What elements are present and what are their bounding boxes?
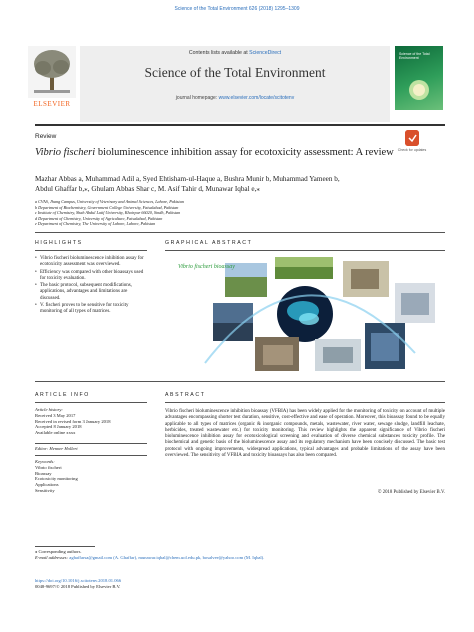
graphical-abstract-heading: GRAPHICAL ABSTRACT <box>165 240 253 246</box>
author-line: Mazhar Abbas a, Muhammad Adil a, Syed Ehtisham-ul-Haque a, Bushra Munir b, Muhammad Yameen b, <box>35 175 340 183</box>
editor-rule <box>35 443 147 444</box>
graphical-abstract-label: Vibrio fischeri bioassay <box>178 264 235 270</box>
journal-reference[interactable]: Science of the Total Environment 626 (2018) 1295–1309 <box>174 6 300 12</box>
cover-title: Science of the Total Environment <box>399 52 430 60</box>
affiliation: b Department of Biochemistry, Government College University, Faisalabad, Pakistan <box>35 204 179 210</box>
email-line <box>35 555 445 561</box>
author-list <box>35 174 445 194</box>
abstract-rule <box>165 402 445 403</box>
abstract-heading: ABSTRACT <box>165 392 206 398</box>
sciencedirect-link[interactable]: ScienceDirect <box>249 50 282 56</box>
contents-prefix: Contents lists available at <box>188 50 248 56</box>
highlights-list <box>35 256 147 317</box>
affiliation-divider <box>35 232 445 233</box>
elsevier-tree-logo <box>28 46 76 108</box>
highlight-item: • V. fischeri proves to be sensitive for toxicity monitoring of all types of matrices. <box>35 303 147 316</box>
copyright: © 2018 Published by Elsevier B.V. <box>377 490 445 495</box>
history-line: Received in revised form 3 January 2018 <box>35 418 111 424</box>
graphical-abstract-rule <box>165 250 445 251</box>
doi-link[interactable]: https://doi.org/10.1016/j.scitotenv.2018.01.066 <box>35 578 122 583</box>
issn-line: 0048-9697/© 2018 Published by Elsevier B.V. <box>35 583 121 589</box>
keywords-rule <box>35 455 147 456</box>
footnotes <box>35 549 445 561</box>
email-addresses[interactable]: aghaffarsa@gmail.com (A. Ghaffar), munawar.iqbal@chem.uol.edu.pk, bosalvee@yahoo.com (M. Iqbal). <box>69 554 265 560</box>
article-info-rule <box>35 402 147 403</box>
highlight-item: • Vibrio fischeri bioluminescence inhibition assay for ecotoxicity assessment was overviewed. <box>35 256 147 269</box>
keyword: Sensitivity <box>35 487 55 493</box>
highlight-item: • Efficiency was compared with other bioassays used for toxicity evaluation. <box>35 270 147 283</box>
homepage-prefix: journal homepage: <box>175 95 218 101</box>
affiliation: d Department of Chemistry, University of Agriculture, Faisalabad, Pakistan <box>35 215 163 221</box>
check-for-updates-label[interactable]: Check for updates <box>397 148 427 152</box>
cover-globe-image <box>405 78 433 102</box>
editor: Editor: Henner Hollert <box>35 446 78 451</box>
keyword: Vibrio fischeri <box>35 464 62 470</box>
keyword: Bioassay <box>35 470 52 476</box>
affiliation: e Department of Chemistry, The University of Lahore, Lahore, Pakistan <box>35 221 156 227</box>
journal-title: Science of the Total Environment <box>144 65 326 80</box>
title-species: Vibrio fischeri <box>35 147 96 158</box>
homepage-link[interactable]: www.elsevier.com/locate/scitotenv <box>218 95 295 101</box>
author-line: Abdul Ghaffar b,⁎, Ghulam Abbas Shar c, M. Asif Tahir d, Munawar Iqbal e,⁎ <box>35 185 260 193</box>
highlights-heading: HIGHLIGHTS <box>35 240 83 246</box>
affiliation: c Institute of Chemistry, Shah Abdul Latif University, Khairpur 66020, Sindh, Pakistan <box>35 210 181 216</box>
doi-block <box>35 578 445 590</box>
journal-homepage <box>80 95 390 101</box>
article-type: Review <box>35 133 57 140</box>
abstract-text: Vibrio fischeri bioluminescence inhibition bioassay (VFBIA) has been widely applied for the monitoring of toxicity on account of multiple advantages encompassing shorter test duration, sensitive, cost-effective and ease of operation. Moreover, this bioassay found to be equally applicable to all types of matrices (organic & inorganic compounds, metals, wastewater, river water, sewage sludge, landfill leachate, herbicides, treated wastewater etc.) for toxicity monitoring. This review highlights the apparent significance of Vibrio fischeri bioluminescence inhibition assay for ecotoxicological screening and evaluation of diverse chemical substances toxicity profile. The biochemical and genetic basis of the bioluminescence assay and its regulatory mechanism have been concisely discussed. The basic test protocol with ongoing improvements, widespread applications, typical advantages and probable limitations of the assay have been overviewed. The sensitivity of VFBIA and toxicity bioassays has also been compared. <box>165 409 445 459</box>
footnote-rule <box>35 546 95 547</box>
history-line: Received 3 May 2017 <box>35 412 76 418</box>
email-prefix: E-mail addresses: <box>35 554 69 560</box>
contents-line <box>80 50 390 56</box>
keywords-heading: Keywords: <box>35 459 55 464</box>
highlights-rule <box>35 250 147 251</box>
corresponding-note: ⁎ Corresponding authors. <box>35 549 82 554</box>
masthead-banner <box>80 46 390 122</box>
affiliation: a CVAS, Jhang Campus, University of Veterinary and Animal Sciences, Lahore, Pakistan <box>35 199 184 204</box>
affiliations <box>35 199 445 227</box>
keyword: Ecotoxicity monitoring <box>35 476 78 482</box>
keyword: Applications <box>35 482 59 488</box>
article-info-heading: ARTICLE INFO <box>35 392 90 398</box>
history-line: Accepted 8 January 2018 <box>35 424 82 430</box>
section-divider <box>35 381 445 382</box>
article-title <box>35 146 395 159</box>
highlight-item: • The basic protocol, subsequent modifications, applications, advantages and limitations are discussed. <box>35 283 147 302</box>
graphical-abstract-figure <box>165 253 445 375</box>
header-divider <box>35 124 445 126</box>
article-history <box>35 407 147 436</box>
title-text: bioluminescence inhibition assay for ecotoxicity assessment: A review <box>95 147 394 158</box>
elsevier-wordmark: ELSEVIER <box>33 100 71 108</box>
article-history-heading: Article history: <box>35 407 63 412</box>
keywords <box>35 459 147 494</box>
check-for-updates-icon[interactable] <box>405 130 419 146</box>
history-line: Available online xxxx <box>35 430 76 436</box>
